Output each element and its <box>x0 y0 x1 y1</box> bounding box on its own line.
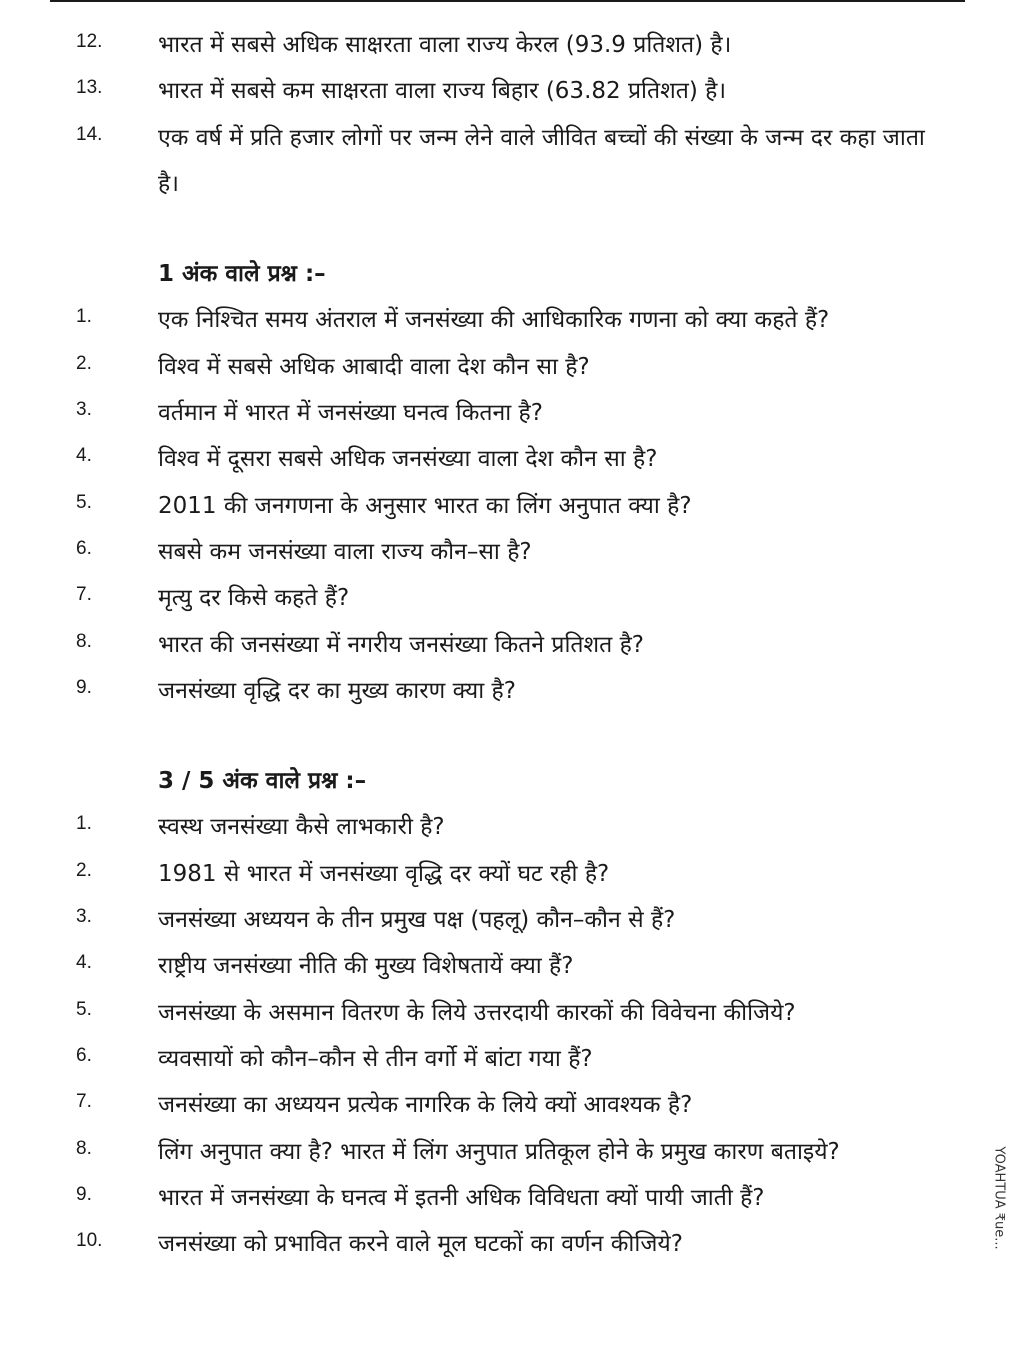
item-text: विश्व में सबसे अधिक आबादी वाला देश कौन सा है? <box>158 353 590 380</box>
question-item <box>0 1082 1025 1128</box>
item-number: 8. <box>76 1137 92 1159</box>
item-number: 7. <box>76 584 92 606</box>
question-item <box>0 1221 1025 1267</box>
item-number: 10. <box>76 1230 103 1252</box>
item-text: भारत की जनसंख्या में नगरीय जनसंख्या कितने प्रतिशत है? <box>158 631 645 658</box>
item-number: 2. <box>76 859 92 881</box>
fact-item <box>0 22 1025 68</box>
item-text: 2011 की जनगणना के अनुसार भारत का लिंग अनुपात क्या है? <box>158 492 692 519</box>
item-text: वर्तमान में भारत में जनसंख्या घनत्व कितना है? <box>158 400 543 427</box>
item-text: जनसंख्या वृद्धि दर का मुख्य कारण क्या है? <box>158 677 516 704</box>
item-number: 5. <box>76 998 92 1020</box>
fact-item <box>0 68 1025 114</box>
question-item <box>0 897 1025 943</box>
item-text: भारत में सबसे अधिक साक्षरता वाला राज्य केरल (93.9 प्रतिशत) है। <box>158 32 732 58</box>
item-number: 8. <box>76 630 92 652</box>
item-text: व्यवसायों को कौन–कौन से तीन वर्गो में बांटा गया हैं? <box>158 1045 593 1072</box>
question-item <box>0 1129 1025 1175</box>
item-text: जनसंख्या का अध्ययन प्रत्येक नागरिक के लिये क्यों आवश्यक है? <box>158 1092 693 1119</box>
item-number: 4. <box>76 445 92 467</box>
item-number: 13. <box>76 77 103 99</box>
item-number: 6. <box>76 537 92 559</box>
item-number: 7. <box>76 1091 92 1113</box>
question-item <box>0 990 1025 1036</box>
item-text: मृत्यु दर किसे कहते हैं? <box>158 585 350 612</box>
item-text: एक वर्ष में प्रति हजार लोगों पर जन्म लेने वाले जीवित बच्चों की संख्या के जन्म दर कहा जाता है। <box>158 124 925 197</box>
item-number: 2. <box>76 352 92 374</box>
question-item <box>0 1175 1025 1221</box>
item-number: 6. <box>76 1044 92 1066</box>
item-number: 4. <box>76 952 92 974</box>
item-number: 14. <box>76 123 103 145</box>
item-text: लिंग अनुपात क्या है? भारत में लिंग अनुपात प्रतिकूल होने के प्रमुख कारण बताइये? <box>158 1138 840 1165</box>
side-stamp <box>984 1108 1014 1288</box>
item-number: 1. <box>76 306 92 328</box>
question-item <box>0 668 1025 714</box>
question-item <box>0 575 1025 621</box>
item-number: 3. <box>76 906 92 928</box>
item-text: भारत में सबसे कम साक्षरता वाला राज्य बिहार (63.82 प्रतिशत) है। <box>158 78 727 105</box>
item-text: जनसंख्या के असमान वितरण के लिये उत्तरदायी कारकों की विवेचना कीजिये? <box>158 999 796 1026</box>
side-stamp-text: YOAHTUA ₹ue... <box>991 1146 1007 1250</box>
item-text: एक निश्चित समय अंतराल में जनसंख्या की आधिकारिक गणना को क्या कहते हैं? <box>158 307 830 334</box>
item-text: सबसे कम जनसंख्या वाला राज्य कौन–सा है? <box>158 538 532 565</box>
question-item <box>0 483 1025 529</box>
question-item <box>0 851 1025 897</box>
item-text: जनसंख्या को प्रभावित करने वाले मूल घटकों का वर्णन कीजिये? <box>158 1231 683 1258</box>
section-heading-1-mark <box>0 251 1025 297</box>
item-number: 5. <box>76 491 92 513</box>
top-rule <box>50 0 965 2</box>
question-item <box>0 297 1025 343</box>
item-text: स्वस्थ जनसंख्या कैसे लाभकारी है? <box>158 814 445 841</box>
section-heading-3-5-mark <box>0 758 1025 804</box>
page-content <box>0 22 1025 1267</box>
item-number: 1. <box>76 813 92 835</box>
item-number: 3. <box>76 399 92 421</box>
item-number: 12. <box>76 31 103 52</box>
question-item <box>0 943 1025 989</box>
question-item <box>0 390 1025 436</box>
question-item <box>0 344 1025 390</box>
item-text: 1981 से भारत में जनसंख्या वृद्धि दर क्यों घट रही है? <box>158 860 610 887</box>
fact-item <box>0 115 1025 208</box>
item-text: भारत में जनसंख्या के घनत्व में इतनी अधिक विविधता क्यों पायी जाती हैं? <box>158 1184 765 1211</box>
section-heading-text: 3 / 5 अंक वाले प्रश्न :– <box>158 768 367 795</box>
question-item <box>0 529 1025 575</box>
question-item <box>0 1036 1025 1082</box>
item-text: जनसंख्या अध्ययन के तीन प्रमुख पक्ष (पहलू) कौन–कौन से हैं? <box>158 907 676 934</box>
item-text: विश्व में दूसरा सबसे अधिक जनसंख्या वाला देश कौन सा है? <box>158 446 658 473</box>
item-number: 9. <box>76 676 92 698</box>
section-heading-text: 1 अंक वाले प्रश्न :– <box>158 261 326 288</box>
question-item <box>0 804 1025 850</box>
question-item <box>0 622 1025 668</box>
question-item <box>0 436 1025 482</box>
item-number: 9. <box>76 1183 92 1205</box>
item-text: राष्ट्रीय जनसंख्या नीति की मुख्य विशेषतायें क्या हैं? <box>158 953 574 980</box>
